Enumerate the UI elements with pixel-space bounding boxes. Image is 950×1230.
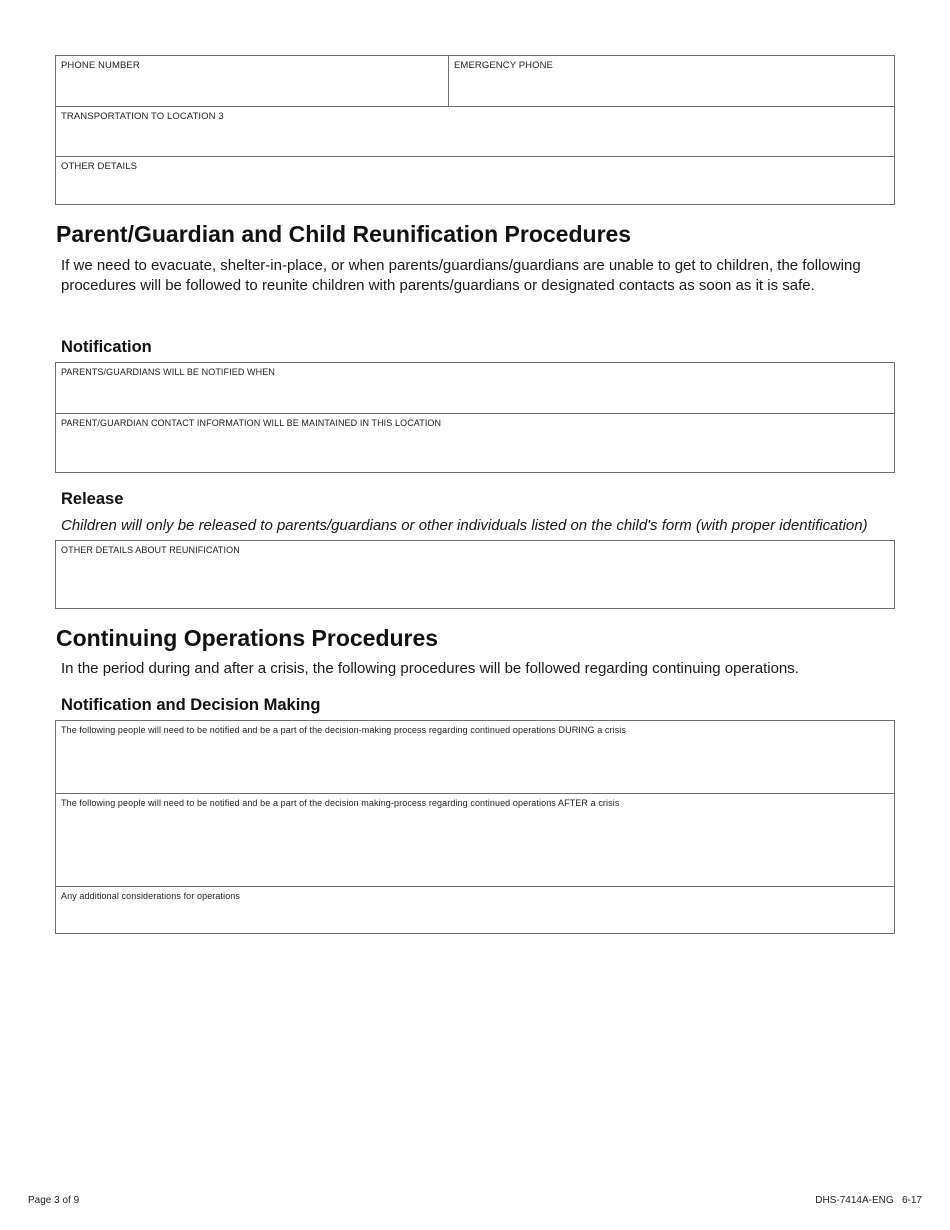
- notified-when-label: PARENTS/GUARDIANS WILL BE NOTIFIED WHEN: [61, 367, 275, 377]
- release-statement: Children will only be released to parents/guardians or other individuals listed on the child's form (with proper identification): [61, 517, 868, 534]
- release-box: [55, 540, 895, 609]
- notification-box: [55, 362, 895, 473]
- page-number: Page 3 of 9: [28, 1195, 80, 1206]
- form-id: DHS-7414A-ENG 6-17: [815, 1195, 922, 1206]
- decision-making-box: [55, 720, 895, 934]
- emergency-phone-label: EMERGENCY PHONE: [454, 60, 553, 71]
- transportation-label: TRANSPORTATION TO LOCATION 3: [61, 111, 224, 122]
- notified-when-field[interactable]: [56, 363, 894, 413]
- during-crisis-label: The following people will need to be notified and be a part of the decision-making process regarding continued operations DURING a crisis: [61, 725, 627, 735]
- continuing-operations-intro: In the period during and after a crisis, the following procedures will be followed regarding continuing operations.: [61, 660, 799, 677]
- after-crisis-field[interactable]: [56, 793, 894, 886]
- phone-number-label: PHONE NUMBER: [61, 60, 140, 71]
- release-heading: Release: [61, 490, 124, 508]
- reunification-intro: If we need to evacuate, shelter-in-place, or when parents/guardians/guardians are unable to get to children, the following procedures will be followed to reunite children with parents/guardians or designated contacts as soon as it is safe.: [61, 257, 861, 294]
- phone-row: [56, 56, 894, 106]
- notification-heading: Notification: [61, 338, 152, 356]
- contact-info-location-label: PARENT/GUARDIAN CONTACT INFORMATION WILL BE MAINTAINED IN THIS LOCATION: [61, 418, 442, 428]
- contact-info-location-field[interactable]: [56, 413, 894, 472]
- emergency-phone-field[interactable]: [448, 56, 894, 106]
- decision-making-heading: Notification and Decision Making: [61, 696, 321, 714]
- other-details-field[interactable]: [56, 156, 894, 204]
- reunification-details-label: OTHER DETAILS ABOUT REUNIFICATION: [61, 545, 240, 555]
- additional-considerations-field[interactable]: [56, 886, 894, 933]
- transportation-field[interactable]: [56, 106, 894, 156]
- after-crisis-label: The following people will need to be notified and be a part of the decision making-process regarding continued operations AFTER a crisis: [61, 798, 620, 808]
- reunification-details-field[interactable]: [56, 541, 894, 608]
- contact-info-box: [55, 55, 895, 205]
- other-details-label: OTHER DETAILS: [61, 161, 138, 172]
- additional-considerations-label: Any additional considerations for operations: [61, 891, 241, 901]
- phone-number-field[interactable]: [56, 56, 448, 106]
- continuing-operations-heading: Continuing Operations Procedures: [56, 625, 439, 651]
- reunification-heading: Parent/Guardian and Child Reunification Procedures: [56, 221, 632, 247]
- during-crisis-field[interactable]: [56, 721, 894, 793]
